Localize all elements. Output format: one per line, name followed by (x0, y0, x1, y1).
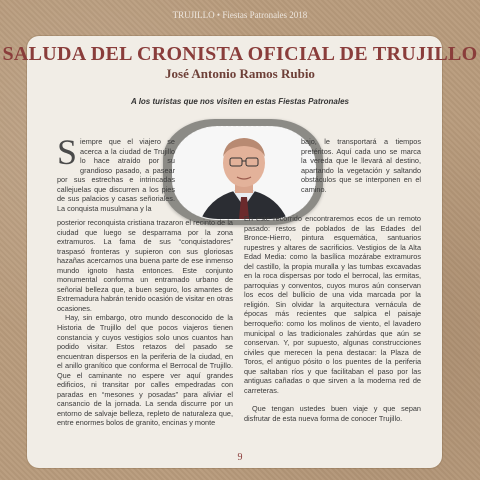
left-column-top (57, 132, 175, 213)
paragraph: Hay, sin embargo, otro mundo desconocido de la Historia de Trujillo del que pocos viajeros tienen constancia y cuyos vestigios solo unos cuantos han podido visitar. Estos retazos del pasado se encuentran dispersos en la periferia de la ciudad, en el anillo granítico que conforma el Berrocal de Trujillo. Que el caminante no espere ver aquí grandes edificios, ni transitar por calles empedradas con paradas en “mesones y posadas” para aliviar el cansancio de la jornada. La senda discurre por un entorno de salvaje belleza, repleto de naturaleza que, entre enormes bolos de granito, encinas y monte (57, 313, 233, 428)
paragraph: En este recorrido encontraremos ecos de un remoto pasado: restos de poblados de las Edades del Bronce-Hierro, pintura esquemática, santuarios rupestres y altares de sacrificios. Vestigios de la Alta Edad Media: como la basílica mozárabe extramuros del castillo, la propia muralla y las tumbas excavadas en la roca dispersas por todo el berrocal, las ermitas, parroquias y conventos, cuyos muros aún conservan los ecos del bullicio de una vida marcada por la religión. Sin olvidar la arquitectura vernácula de épocas más recientes que salpica el paisaje berroqueño: como los molinos de viento, el lavadero municipal o las tradicionales zahúrdas que aún se conservan. Y, por supuesto, algunas construcciones civiles que merecen la pena destacar: la Plaza de Toros, el antiguo pósito o los puentes de la periferia que saltaban ríos y que facilitaban el paso por las antiguas cañadas o que sirven a la moderna red de carreteras. (244, 214, 421, 395)
left-column-main (57, 218, 233, 428)
drop-cap: S (57, 132, 78, 172)
author-photo-frame (163, 119, 323, 225)
author-photo (172, 126, 316, 220)
magazine-header: TRUJILLO • Fiestas Patronales 2018 (172, 10, 308, 20)
article-subtitle: A los turistas que nos visiten en estas Fiestas Patronales (130, 97, 349, 106)
article-title: SALUDA DEL CRONISTA OFICIAL DE TRUJILLO (2, 43, 478, 65)
left-top-text: iempre que el viajero se acerca a la ciudad de Trujillo lo hace atraído por su grandioso pasado, a pasear por sus estrechas e intrincadas callejuelas que discurren a los pies de sus palacios y casas señoriales. La conquista musulmana y la (57, 137, 175, 213)
paragraph: bajo, le transportará a tiempos pretéritos. Aquí cada uno se marca la vereda que le llevará al destino, apartando la vegetación y saltando obstáculos que se interponen en el camino. (301, 137, 421, 194)
article-author: José Antonio Ramos Rubio (165, 66, 315, 81)
right-column-main (244, 214, 421, 423)
portrait-image (173, 127, 315, 219)
page-number: 9 (237, 452, 243, 463)
paragraph: Que tengan ustedes buen viaje y que sepan disfrutar de esta nueva forma de conocer Trujillo. (244, 404, 421, 423)
paragraph: posterior reconquista cristiana trazaron el recinto de la ciudad que luego se desparrama por la zona extramuros. La fama de sus “conquistadores” traspasó fronteras y supieron con sus gloriosas hazañas acercarnos una buena parte de ese inmenso mundo ignoto hasta entonces. Este conjunto monumental conforma un entramado urbano de señorial belleza que, a buen seguro, los amantes de Extremadura habrán tenido ocasión de visitar en otras ocasiones. (57, 218, 233, 313)
right-column-top (301, 137, 421, 194)
